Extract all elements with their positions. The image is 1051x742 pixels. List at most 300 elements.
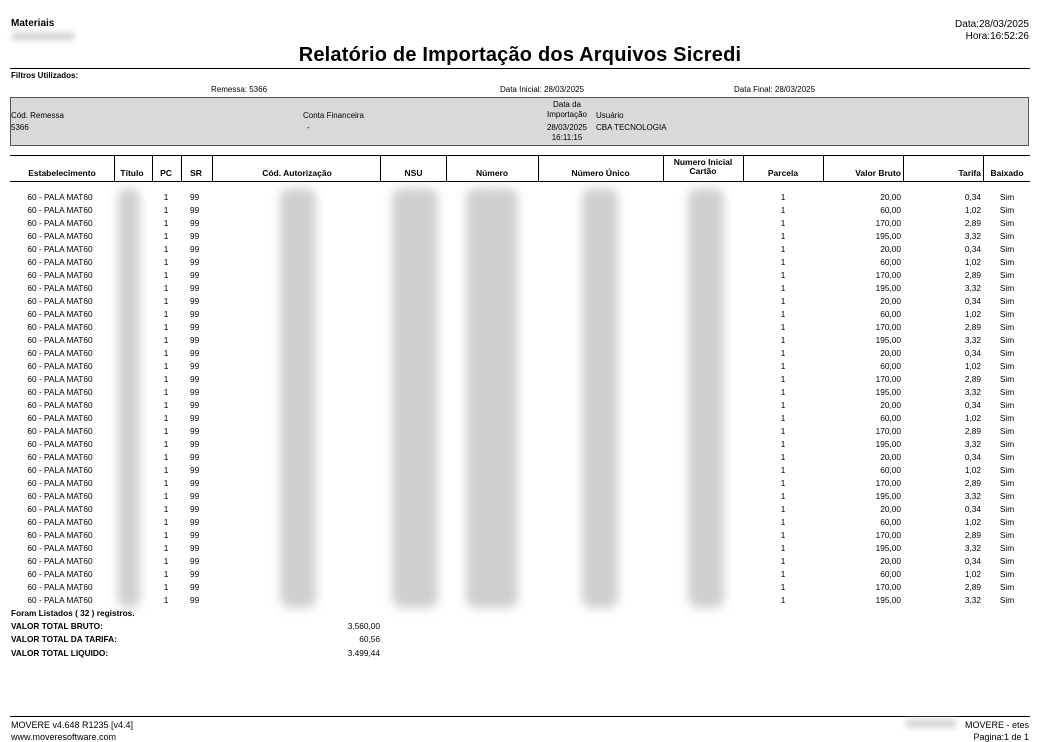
cell-bruto: 60,00 <box>880 205 901 215</box>
cell-baixado: Sim <box>999 218 1015 228</box>
cell-tarifa: 0,34 <box>964 296 981 306</box>
cell-bruto: 170,00 <box>875 270 901 280</box>
cell-tarifa: 2,89 <box>964 322 981 332</box>
cell-pc: 1 <box>163 205 169 215</box>
cell-baixado: Sim <box>999 231 1015 241</box>
cell-pc: 1 <box>163 439 169 449</box>
cell-estab: 60 - PALA MAT60 <box>27 335 93 345</box>
cell-pc: 1 <box>163 517 169 527</box>
cell-tarifa: 1,02 <box>964 205 981 215</box>
cell-pc: 1 <box>163 348 169 358</box>
cell-sr: 99 <box>190 569 200 579</box>
col-baixado: Baixado <box>990 168 1024 178</box>
data-importacao-label <box>531 100 603 120</box>
cell-sr: 99 <box>190 504 200 514</box>
cell-sr: 99 <box>190 478 200 488</box>
conta-financeira-value: - <box>307 123 310 132</box>
cell-sr: 99 <box>190 296 200 306</box>
cell-baixado: Sim <box>999 439 1015 449</box>
table-row <box>10 256 1030 269</box>
table-row <box>10 282 1030 295</box>
cell-bruto: 60,00 <box>880 361 901 371</box>
cell-tarifa: 0,34 <box>964 400 981 410</box>
filter-remessa: Remessa: 5366 <box>211 85 268 94</box>
cell-tarifa: 3,32 <box>964 595 981 605</box>
cell-pc: 1 <box>163 322 169 332</box>
cell-sr: 99 <box>190 413 200 423</box>
table-row <box>10 529 1030 542</box>
cell-parcela: 1 <box>780 517 786 527</box>
cod-remessa-value: 5366 <box>11 123 29 132</box>
table-row <box>10 490 1030 503</box>
cell-sr: 99 <box>190 309 200 319</box>
cell-estab: 60 - PALA MAT60 <box>27 400 93 410</box>
cell-estab: 60 - PALA MAT60 <box>27 478 93 488</box>
cell-bruto: 60,00 <box>880 309 901 319</box>
cell-bruto: 170,00 <box>875 530 901 540</box>
cell-pc: 1 <box>163 413 169 423</box>
cell-sr: 99 <box>190 270 200 280</box>
cell-estab: 60 - PALA MAT60 <box>27 270 93 280</box>
col-numero-inicial-line2: Cartão <box>689 166 717 176</box>
cell-estab: 60 - PALA MAT60 <box>27 374 93 384</box>
cell-bruto: 20,00 <box>880 452 901 462</box>
cell-sr: 99 <box>190 439 200 449</box>
cell-bruto: 60,00 <box>880 413 901 423</box>
cell-pc: 1 <box>163 270 169 280</box>
cell-sr: 99 <box>190 595 200 605</box>
cell-parcela: 1 <box>780 374 786 384</box>
cell-bruto: 20,00 <box>880 400 901 410</box>
table-row <box>10 230 1030 243</box>
table-row <box>10 217 1030 230</box>
cell-pc: 1 <box>163 426 169 436</box>
cell-baixado: Sim <box>999 582 1015 592</box>
redacted-footer-detail <box>905 719 957 728</box>
cell-parcela: 1 <box>780 530 786 540</box>
cell-estab: 60 - PALA MAT60 <box>27 595 93 605</box>
col-separator <box>114 155 115 181</box>
cell-tarifa: 2,89 <box>964 530 981 540</box>
data-importacao-time: 16:11:15 <box>551 133 583 142</box>
cell-tarifa: 2,89 <box>964 582 981 592</box>
software-version: MOVERE v4.648 R1235 [v4.4] <box>11 720 134 730</box>
cell-sr: 99 <box>190 387 200 397</box>
cell-baixado: Sim <box>999 504 1015 514</box>
table-row <box>10 438 1030 451</box>
cell-baixado: Sim <box>999 595 1015 605</box>
cell-pc: 1 <box>163 361 169 371</box>
table-row <box>10 334 1030 347</box>
cell-baixado: Sim <box>999 491 1015 501</box>
cell-parcela: 1 <box>780 452 786 462</box>
cell-pc: 1 <box>163 309 169 319</box>
cell-parcela: 1 <box>780 348 786 358</box>
cell-estab: 60 - PALA MAT60 <box>27 231 93 241</box>
cell-baixado: Sim <box>999 374 1015 384</box>
report-title: Relatório de Importação dos Arquivos Sicredi <box>298 44 742 66</box>
cell-tarifa: 3,32 <box>964 543 981 553</box>
filters-label: Filtros Utilizados: <box>11 71 79 80</box>
report-date: Data:28/03/2025 <box>955 19 1029 30</box>
cell-sr: 99 <box>190 374 200 384</box>
report-time: Hora:16:52:26 <box>965 31 1029 42</box>
col-valor-bruto: Valor Bruto <box>855 168 901 178</box>
cell-estab: 60 - PALA MAT60 <box>27 283 93 293</box>
cell-tarifa: 3,32 <box>964 231 981 241</box>
cell-pc: 1 <box>163 465 169 475</box>
cell-estab: 60 - PALA MAT60 <box>27 361 93 371</box>
table-row <box>10 477 1030 490</box>
cell-bruto: 195,00 <box>875 595 901 605</box>
cell-tarifa: 0,34 <box>964 504 981 514</box>
cell-estab: 60 - PALA MAT60 <box>27 582 93 592</box>
cell-baixado: Sim <box>999 400 1015 410</box>
cell-baixado: Sim <box>999 348 1015 358</box>
cod-remessa-label: Cód. Remessa <box>11 111 64 120</box>
cell-pc: 1 <box>163 556 169 566</box>
cell-bruto: 195,00 <box>875 231 901 241</box>
col-separator <box>446 155 447 181</box>
cell-baixado: Sim <box>999 205 1015 215</box>
cell-baixado: Sim <box>999 309 1015 319</box>
redacted-numero-inicial-column <box>688 188 724 608</box>
cell-tarifa: 1,02 <box>964 309 981 319</box>
cell-baixado: Sim <box>999 517 1015 527</box>
cell-estab: 60 - PALA MAT60 <box>27 296 93 306</box>
cell-parcela: 1 <box>780 387 786 397</box>
col-sr: SR <box>190 168 202 178</box>
cell-bruto: 170,00 <box>875 218 901 228</box>
cell-sr: 99 <box>190 517 200 527</box>
cell-tarifa: 3,32 <box>964 335 981 345</box>
cell-tarifa: 3,32 <box>964 439 981 449</box>
cell-pc: 1 <box>163 192 169 202</box>
table-row <box>10 516 1030 529</box>
cell-sr: 99 <box>190 426 200 436</box>
cell-bruto: 20,00 <box>880 348 901 358</box>
cell-parcela: 1 <box>780 205 786 215</box>
cell-pc: 1 <box>163 257 169 267</box>
cell-parcela: 1 <box>780 413 786 423</box>
table-row <box>10 542 1030 555</box>
title-divider <box>10 68 1030 69</box>
cell-parcela: 1 <box>780 322 786 332</box>
software-website: www.moveresoftware.com <box>11 732 117 742</box>
table-row <box>10 347 1030 360</box>
col-numero: Número <box>475 168 509 178</box>
cell-sr: 99 <box>190 582 200 592</box>
cell-baixado: Sim <box>999 413 1015 423</box>
cell-sr: 99 <box>190 283 200 293</box>
cell-pc: 1 <box>163 400 169 410</box>
cell-estab: 60 - PALA MAT60 <box>27 530 93 540</box>
table-row <box>10 269 1030 282</box>
cell-baixado: Sim <box>999 192 1015 202</box>
cell-parcela: 1 <box>780 283 786 293</box>
cell-pc: 1 <box>163 335 169 345</box>
col-numero-inicial-cartao <box>663 156 743 180</box>
col-separator <box>380 155 381 181</box>
col-separator <box>663 155 664 181</box>
cell-pc: 1 <box>163 244 169 254</box>
cell-bruto: 195,00 <box>875 283 901 293</box>
cell-sr: 99 <box>190 556 200 566</box>
total-liquido-label: VALOR TOTAL LIQUIDO: <box>11 648 109 658</box>
redacted-cod-autorizacao-column <box>280 188 316 608</box>
cell-tarifa: 1,02 <box>964 465 981 475</box>
data-importacao-date: 28/03/2025 <box>546 123 588 132</box>
cell-estab: 60 - PALA MAT60 <box>27 491 93 501</box>
col-separator <box>152 155 153 181</box>
cell-tarifa: 1,02 <box>964 361 981 371</box>
col-separator <box>983 155 984 181</box>
cell-sr: 99 <box>190 452 200 462</box>
cell-sr: 99 <box>190 491 200 501</box>
cell-tarifa: 2,89 <box>964 478 981 488</box>
cell-bruto: 60,00 <box>880 517 901 527</box>
col-separator <box>823 155 824 181</box>
cell-tarifa: 1,02 <box>964 517 981 527</box>
cell-estab: 60 - PALA MAT60 <box>27 413 93 423</box>
table-row <box>10 503 1030 516</box>
cell-baixado: Sim <box>999 452 1015 462</box>
cell-parcela: 1 <box>780 478 786 488</box>
cell-parcela: 1 <box>780 231 786 241</box>
cell-pc: 1 <box>163 374 169 384</box>
cell-parcela: 1 <box>780 491 786 501</box>
cell-estab: 60 - PALA MAT60 <box>27 257 93 267</box>
cell-baixado: Sim <box>999 556 1015 566</box>
report-datetime <box>955 19 1029 43</box>
redacted-numero-column <box>466 188 518 608</box>
cell-baixado: Sim <box>999 426 1015 436</box>
cell-tarifa: 0,34 <box>964 348 981 358</box>
cell-baixado: Sim <box>999 543 1015 553</box>
data-importacao-value <box>531 123 603 143</box>
cell-baixado: Sim <box>999 387 1015 397</box>
cell-tarifa: 2,89 <box>964 426 981 436</box>
cell-estab: 60 - PALA MAT60 <box>27 556 93 566</box>
cell-parcela: 1 <box>780 361 786 371</box>
cell-baixado: Sim <box>999 478 1015 488</box>
cell-estab: 60 - PALA MAT60 <box>27 517 93 527</box>
footer-divider <box>10 716 1030 717</box>
usuario-label: Usuário <box>596 111 624 120</box>
cell-baixado: Sim <box>999 361 1015 371</box>
total-tarifa-value: 60,56 <box>359 634 380 644</box>
cell-tarifa: 0,34 <box>964 452 981 462</box>
cell-baixado: Sim <box>999 270 1015 280</box>
cell-baixado: Sim <box>999 296 1015 306</box>
cell-pc: 1 <box>163 504 169 514</box>
cell-baixado: Sim <box>999 244 1015 254</box>
redacted-numero-unico-column <box>582 188 618 608</box>
col-numero-unico: Número Único <box>571 168 630 178</box>
cell-bruto: 20,00 <box>880 504 901 514</box>
cell-estab: 60 - PALA MAT60 <box>27 244 93 254</box>
cell-bruto: 195,00 <box>875 491 901 501</box>
cell-pc: 1 <box>163 283 169 293</box>
cell-pc: 1 <box>163 595 169 605</box>
cell-parcela: 1 <box>780 257 786 267</box>
cell-bruto: 20,00 <box>880 192 901 202</box>
cell-pc: 1 <box>163 231 169 241</box>
data-table-body <box>10 191 1030 607</box>
cell-parcela: 1 <box>780 556 786 566</box>
table-row <box>10 386 1030 399</box>
total-liquido-value: 3.499,44 <box>347 648 380 658</box>
cell-estab: 60 - PALA MAT60 <box>27 465 93 475</box>
table-row <box>10 451 1030 464</box>
cell-parcela: 1 <box>780 543 786 553</box>
cell-tarifa: 3,32 <box>964 491 981 501</box>
footer-right <box>965 719 1029 742</box>
cell-tarifa: 0,34 <box>964 244 981 254</box>
cell-tarifa: 1,02 <box>964 413 981 423</box>
cell-pc: 1 <box>163 452 169 462</box>
cell-bruto: 60,00 <box>880 569 901 579</box>
col-pc: PC <box>160 168 172 178</box>
cell-sr: 99 <box>190 322 200 332</box>
cell-parcela: 1 <box>780 439 786 449</box>
cell-baixado: Sim <box>999 530 1015 540</box>
table-row <box>10 191 1030 204</box>
cell-estab: 60 - PALA MAT60 <box>27 387 93 397</box>
cell-sr: 99 <box>190 361 200 371</box>
cell-sr: 99 <box>190 192 200 202</box>
cell-tarifa: 2,89 <box>964 218 981 228</box>
cell-parcela: 1 <box>780 400 786 410</box>
table-row <box>10 295 1030 308</box>
cell-parcela: 1 <box>780 504 786 514</box>
table-row <box>10 568 1030 581</box>
col-cod-autorizacao: Cód. Autorização <box>262 168 332 178</box>
redacted-company-detail <box>11 32 75 41</box>
cell-bruto: 60,00 <box>880 465 901 475</box>
cell-baixado: Sim <box>999 465 1015 475</box>
col-parcela: Parcela <box>767 168 799 178</box>
total-bruto-value: 3.560,00 <box>347 621 380 631</box>
table-row <box>10 594 1030 607</box>
cell-tarifa: 1,02 <box>964 257 981 267</box>
cell-pc: 1 <box>163 582 169 592</box>
table-row <box>10 399 1030 412</box>
cell-baixado: Sim <box>999 335 1015 345</box>
col-separator <box>212 155 213 181</box>
cell-tarifa: 0,34 <box>964 556 981 566</box>
cell-bruto: 195,00 <box>875 543 901 553</box>
cell-estab: 60 - PALA MAT60 <box>27 439 93 449</box>
page-number: Pagina:1 de 1 <box>973 732 1029 742</box>
cell-parcela: 1 <box>780 569 786 579</box>
cell-tarifa: 2,89 <box>964 374 981 384</box>
table-row <box>10 321 1030 334</box>
redacted-titulo-column <box>118 188 140 608</box>
cell-pc: 1 <box>163 478 169 488</box>
table-row <box>10 360 1030 373</box>
cell-estab: 60 - PALA MAT60 <box>27 569 93 579</box>
cell-bruto: 195,00 <box>875 439 901 449</box>
cell-bruto: 170,00 <box>875 374 901 384</box>
conta-financeira-label: Conta Financeira <box>303 111 364 120</box>
table-row <box>10 464 1030 477</box>
cell-estab: 60 - PALA MAT60 <box>27 205 93 215</box>
cell-estab: 60 - PALA MAT60 <box>27 543 93 553</box>
cell-parcela: 1 <box>780 244 786 254</box>
cell-parcela: 1 <box>780 335 786 345</box>
cell-baixado: Sim <box>999 569 1015 579</box>
col-separator <box>743 155 744 181</box>
filter-data-inicial: Data Inicial: 28/03/2025 <box>500 85 585 94</box>
total-tarifa-label: VALOR TOTAL DA TARIFA: <box>11 634 117 644</box>
cell-sr: 99 <box>190 530 200 540</box>
cell-bruto: 170,00 <box>875 322 901 332</box>
table-row <box>10 412 1030 425</box>
cell-parcela: 1 <box>780 426 786 436</box>
records-count: Foram Listados ( 32 ) registros. <box>11 608 135 618</box>
cell-sr: 99 <box>190 543 200 553</box>
cell-pc: 1 <box>163 569 169 579</box>
cell-bruto: 170,00 <box>875 582 901 592</box>
col-separator <box>538 155 539 181</box>
cell-pc: 1 <box>163 218 169 228</box>
col-separator <box>903 155 904 181</box>
cell-sr: 99 <box>190 257 200 267</box>
cell-pc: 1 <box>163 296 169 306</box>
cell-bruto: 170,00 <box>875 478 901 488</box>
cell-tarifa: 3,32 <box>964 387 981 397</box>
cell-parcela: 1 <box>780 192 786 202</box>
cell-pc: 1 <box>163 387 169 397</box>
cell-estab: 60 - PALA MAT60 <box>27 348 93 358</box>
cell-sr: 99 <box>190 348 200 358</box>
table-row <box>10 581 1030 594</box>
cell-tarifa: 1,02 <box>964 569 981 579</box>
cell-sr: 99 <box>190 335 200 345</box>
remessa-info-box <box>10 97 1029 146</box>
cell-tarifa: 2,89 <box>964 270 981 280</box>
col-estabelecimento: Estabelecimento <box>28 168 96 178</box>
cell-tarifa: 0,34 <box>964 192 981 202</box>
data-importacao-label-line1: Data da <box>552 100 582 109</box>
col-titulo: Título <box>120 168 144 178</box>
cell-parcela: 1 <box>780 296 786 306</box>
col-tarifa: Tarifa <box>958 168 981 178</box>
cell-estab: 60 - PALA MAT60 <box>27 218 93 228</box>
cell-estab: 60 - PALA MAT60 <box>27 309 93 319</box>
cell-estab: 60 - PALA MAT60 <box>27 452 93 462</box>
company-name: Materiais <box>11 18 55 29</box>
cell-parcela: 1 <box>780 582 786 592</box>
cell-bruto: 195,00 <box>875 387 901 397</box>
col-nsu: NSU <box>404 168 423 178</box>
table-row <box>10 555 1030 568</box>
table-row <box>10 243 1030 256</box>
cell-parcela: 1 <box>780 270 786 280</box>
cell-estab: 60 - PALA MAT60 <box>27 322 93 332</box>
table-row <box>10 204 1030 217</box>
cell-tarifa: 3,32 <box>964 283 981 293</box>
cell-bruto: 60,00 <box>880 257 901 267</box>
usuario-value: CBA TECNOLOGIA <box>596 123 667 132</box>
cell-sr: 99 <box>190 244 200 254</box>
cell-estab: 60 - PALA MAT60 <box>27 504 93 514</box>
cell-baixado: Sim <box>999 322 1015 332</box>
cell-sr: 99 <box>190 218 200 228</box>
cell-parcela: 1 <box>780 309 786 319</box>
cell-sr: 99 <box>190 205 200 215</box>
